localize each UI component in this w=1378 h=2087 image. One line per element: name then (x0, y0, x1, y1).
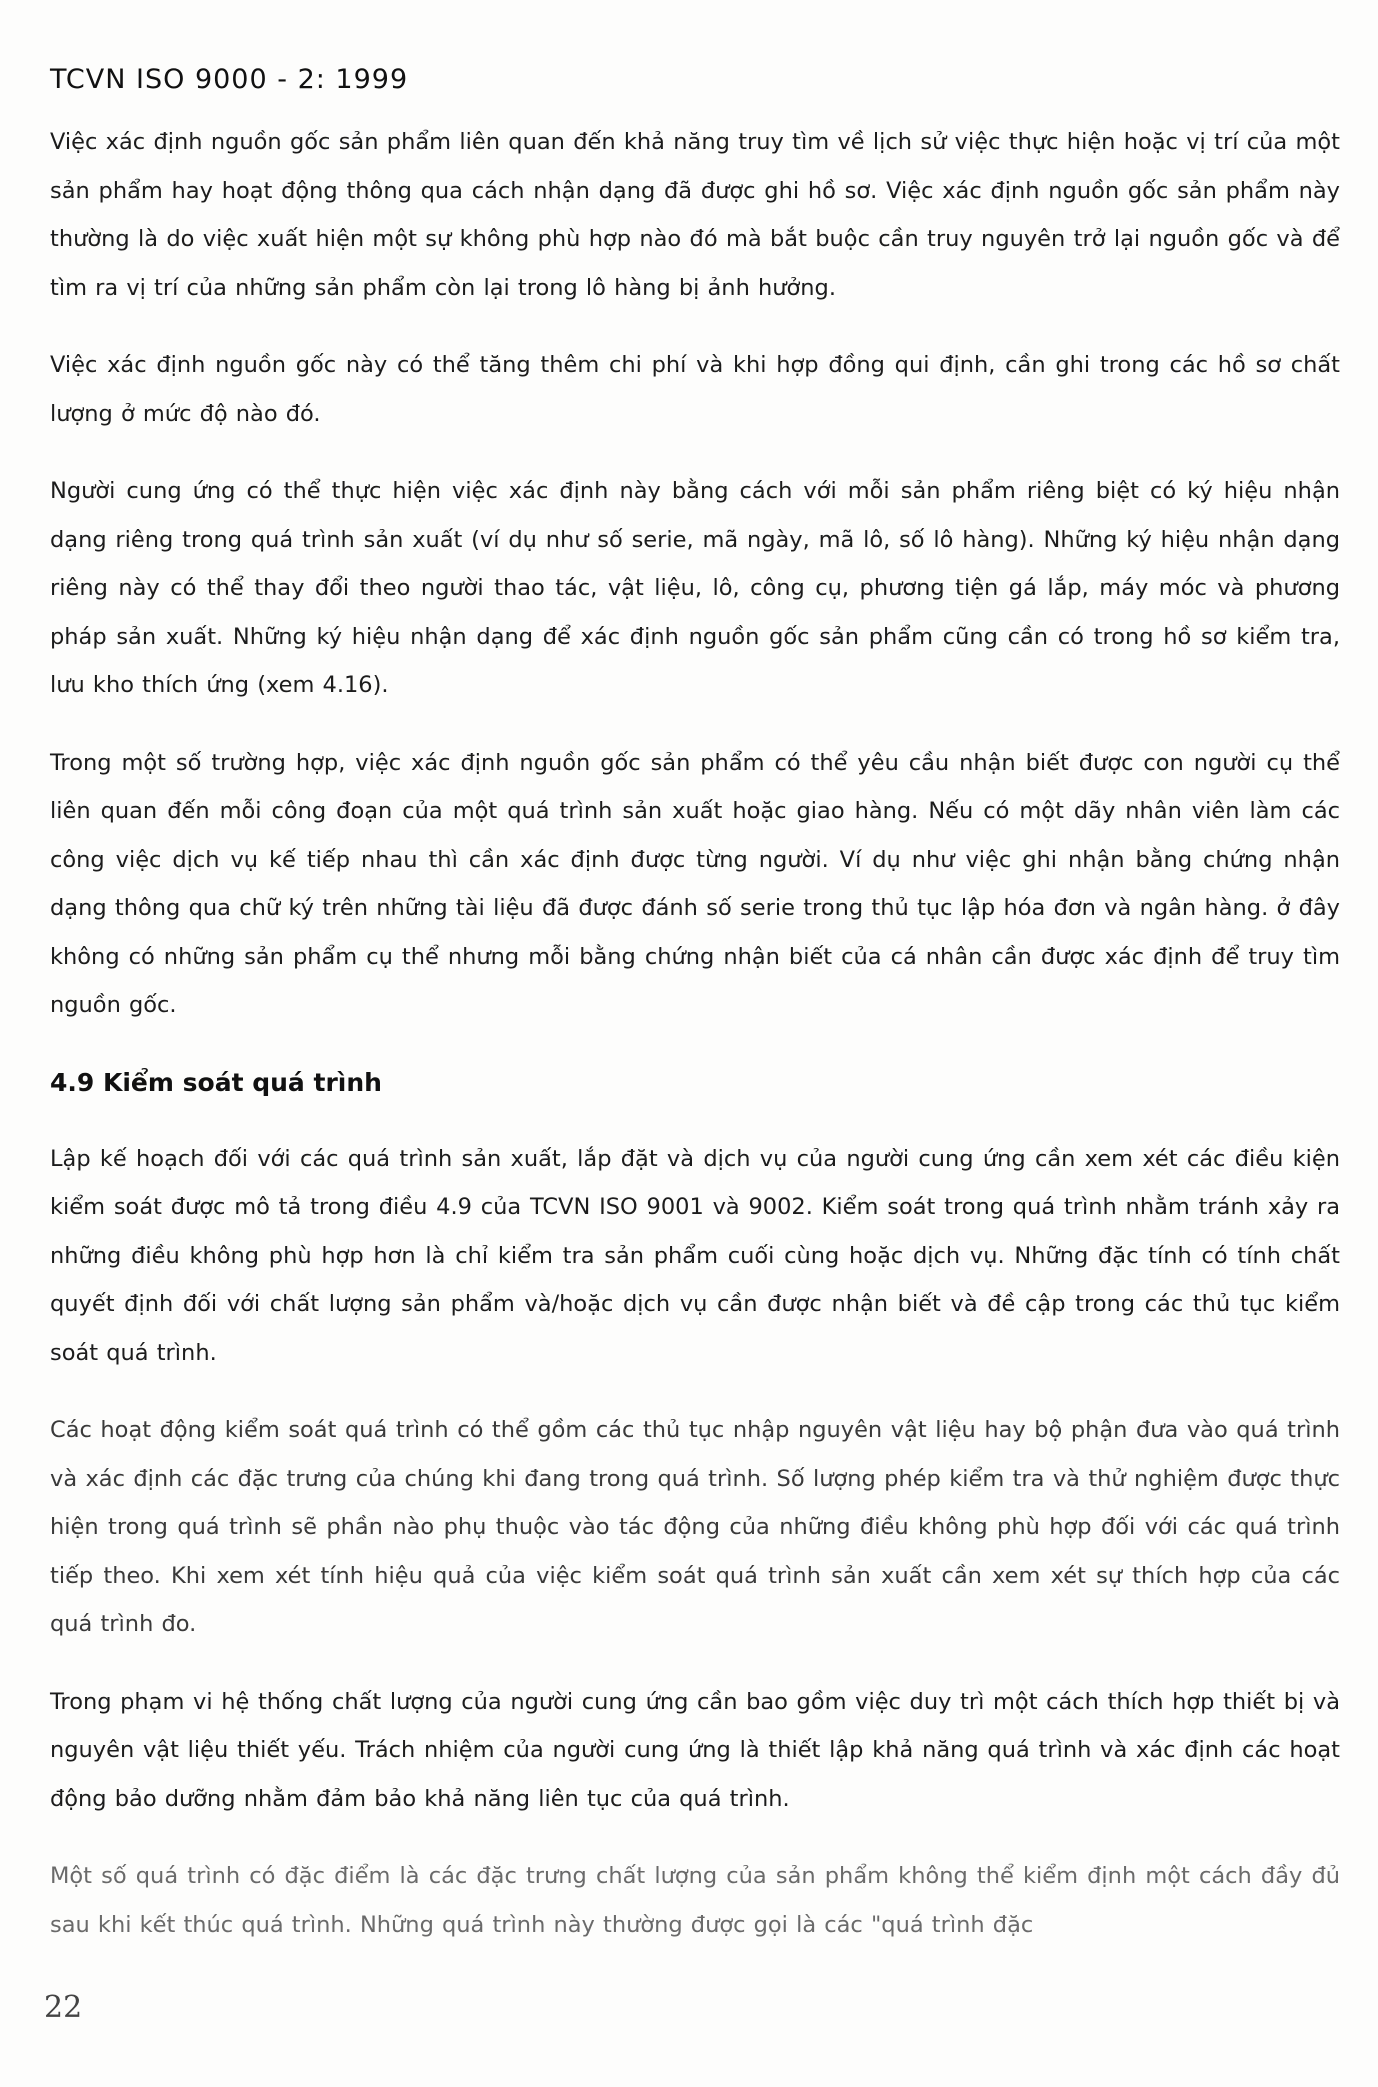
page-number: 22 (44, 1990, 83, 2025)
paragraph: Lập kế hoạch đối với các quá trình sản xuất, lắp đặt và dịch vụ của người cung ứng cần xem xét các điều kiện kiểm soát được mô tả trong điều 4.9 của TCVN ISO 9001 và 9002. Kiểm soát trong quá trình nhằm tránh xảy ra những điều không phù hợp hơn là chỉ kiểm tra sản phẩm cuối cùng hoặc dịch vụ. Những đặc tính có tính chất quyết định đối với chất lượng sản phẩm và/hoặc dịch vụ cần được nhận biết và đề cập trong các thủ tục kiểm soát quá trình. (50, 1145, 1340, 1366)
section-heading: 4.9 Kiểm soát quá trình (50, 1067, 382, 1097)
paragraph: Việc xác định nguồn gốc sản phẩm liên quan đến khả năng truy tìm về lịch sử việc thực hiện hoặc vị trí của một sản phẩm hay hoạt động thông qua cách nhận dạng đã được ghi hồ sơ. Việc xác định nguồn gốc sản phẩm này thường là do việc xuất hiện một sự không phù hợp nào đó mà bắt buộc cần truy nguyên trở lại nguồn gốc và để tìm ra vị trí của những sản phẩm còn lại trong lô hàng bị ảnh hưởng. (50, 129, 1340, 301)
paragraph-truncated: Một số quá trình có đặc điểm là các đặc trưng chất lượng của sản phẩm không thể kiểm định một cách đầy đủ sau khi kết thúc quá trình. Những quá trình này thường được gọi là các "quá trình đặc (50, 1863, 1340, 1938)
paragraph: Người cung ứng có thể thực hiện việc xác định này bằng cách với mỗi sản phẩm riêng biệt có ký hiệu nhận dạng riêng trong quá trình sản xuất (ví dụ như số serie, mã ngày, mã lô, số lô hàng). Những ký hiệu nhận dạng riêng này có thể thay đổi theo người thao tác, vật liệu, lô, công cụ, phương tiện gá lắp, máy móc và phương pháp sản xuất. Những ký hiệu nhận dạng để xác định nguồn gốc sản phẩm cũng cần có trong hồ sơ kiểm tra, lưu kho thích ứng (xem 4.16). (50, 478, 1340, 698)
paragraph: Việc xác định nguồn gốc này có thể tăng thêm chi phí và khi hợp đồng qui định, cần ghi trong các hồ sơ chất lượng ở mức độ nào đó. (50, 352, 1340, 427)
document-header: TCVN ISO 9000 - 2: 1999 (50, 64, 409, 95)
document-body (50, 118, 1340, 1978)
paragraph: Trong một số trường hợp, việc xác định nguồn gốc sản phẩm có thể yêu cầu nhận biết được con người cụ thể liên quan đến mỗi công đoạn của một quá trình sản xuất hoặc giao hàng. Nếu có một dãy nhân viên làm các công việc dịch vụ kế tiếp nhau thì cần xác định được từng người. Ví dụ như việc ghi nhận bằng chứng nhận dạng thông qua chữ ký trên những tài liệu đã được đánh số serie trong thủ tục lập hóa đơn và ngân hàng. ở đây không có những sản phẩm cụ thể nhưng mỗi bằng chứng nhận biết của cá nhân cần được xác định để truy tìm nguồn gốc. (50, 749, 1340, 1018)
paragraph: Trong phạm vi hệ thống chất lượng của người cung ứng cần bao gồm việc duy trì một cách thích hợp thiết bị và nguyên vật liệu thiết yếu. Trách nhiệm của người cung ứng là thiết lập khả năng quá trình và xác định các hoạt động bảo dưỡng nhằm đảm bảo khả năng liên tục của quá trình. (50, 1688, 1340, 1812)
paragraph: Các hoạt động kiểm soát quá trình có thể gồm các thủ tục nhập nguyên vật liệu hay bộ phận đưa vào quá trình và xác định các đặc trưng của chúng khi đang trong quá trình. Số lượng phép kiểm tra và thử nghiệm được thực hiện trong quá trình sẽ phần nào phụ thuộc vào tác động của những điều không phù hợp đối với các quá trình tiếp theo. Khi xem xét tính hiệu quả của việc kiểm soát quá trình sản xuất cần xem xét sự thích hợp của các quá trình đo. (50, 1417, 1340, 1637)
